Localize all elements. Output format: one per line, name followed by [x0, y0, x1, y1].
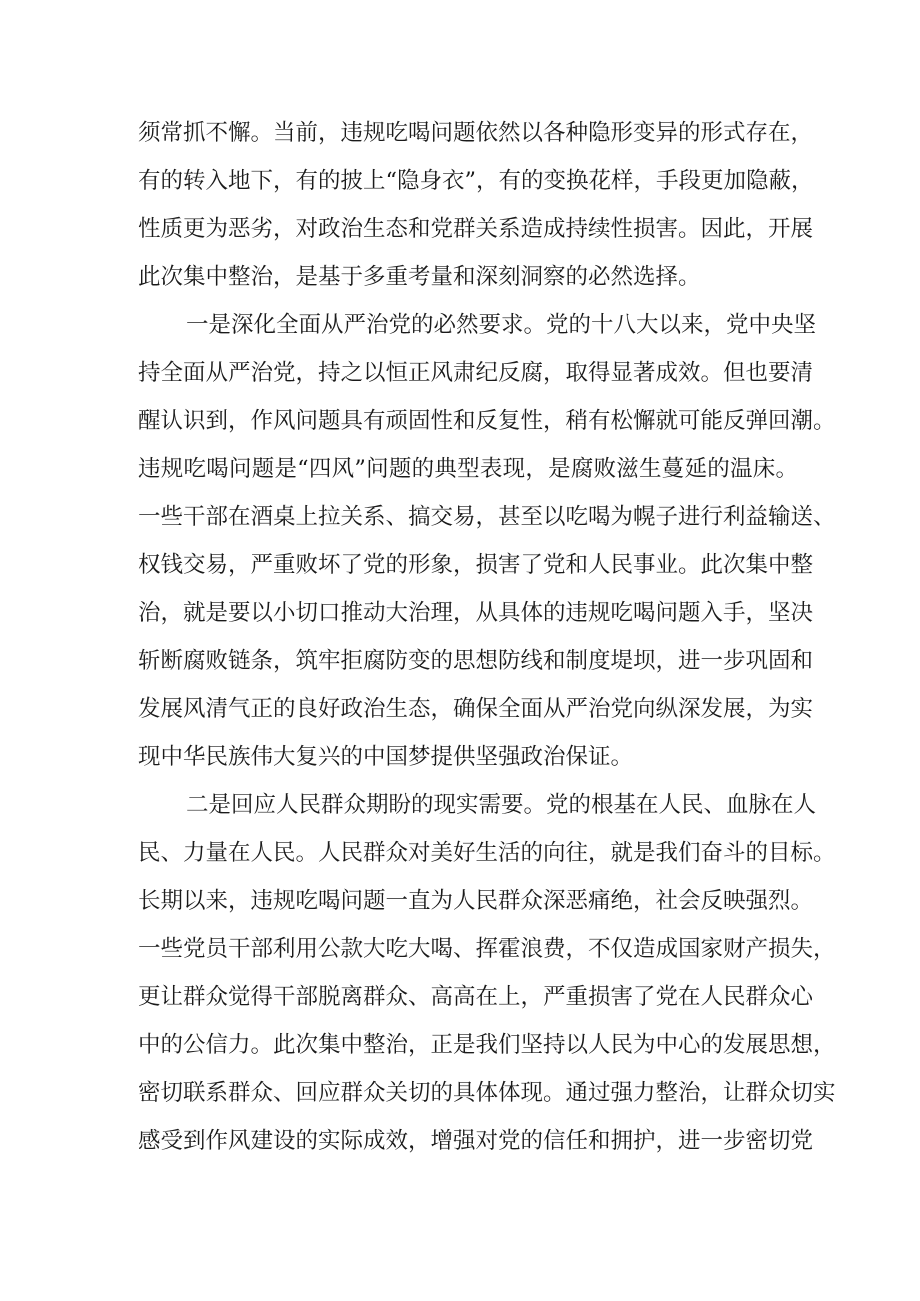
paragraph-first-line: 二是回应人民群众期盼的现实需要。党的根基在人民、血脉在人 — [186, 792, 817, 818]
text-line: 治，就是要以小切口推动大治理，从具体的违规吃喝问题入手，坚决 — [138, 600, 814, 626]
text-line: 发展风清气正的良好政治生态，确保全面从严治党向纵深发展，为实 — [138, 696, 814, 722]
text-line: 民、力量在人民。人民群众对美好生活的向往，就是我们奋斗的目标。 — [138, 840, 836, 866]
text-line: 现中华民族伟大复兴的中国梦提供坚强政治保证。 — [138, 744, 634, 770]
text-line: 一些党员干部利用公款大吃大喝、挥霍浪费，不仅造成国家财产损失， — [138, 936, 836, 962]
text-line: 醒认识到，作风问题具有顽固性和反复性，稍有松懈就可能反弹回潮。 — [138, 408, 836, 434]
text-line: 权钱交易，严重败坏了党的形象，损害了党和人民事业。此次集中整 — [138, 552, 814, 578]
text-line: 持全面从严治党，持之以恒正风肃纪反腐，取得显著成效。但也要清 — [138, 360, 814, 386]
text-line: 感受到作风建设的实际成效，增强对党的信任和拥护，进一步密切党 — [138, 1128, 814, 1154]
text-line: 违规吃喝问题是“四风”问题的典型表现，是腐败滋生蔓延的温床。 — [138, 456, 798, 482]
text-line: 斩断腐败链条，筑牢拒腐防变的思想防线和制度堤坝，进一步巩固和 — [138, 648, 814, 674]
text-line: 性质更为恶劣，对政治生态和党群关系造成持续性损害。因此，开展 — [138, 216, 814, 242]
text-line: 一些干部在酒桌上拉关系、搞交易，甚至以吃喝为幌子进行利益输送、 — [138, 504, 836, 530]
text-line: 此次集中整治，是基于多重考量和深刻洞察的必然选择。 — [138, 264, 701, 290]
text-line: 密切联系群众、回应群众关切的具体体现。通过强力整治，让群众切实 — [138, 1080, 836, 1106]
text-line: 长期以来，违规吃喝问题一直为人民群众深恶痛绝，社会反映强烈。 — [138, 888, 814, 914]
text-line: 须常抓不懈。当前，违规吃喝问题依然以各种隐形变异的形式存在， — [138, 120, 814, 146]
paragraph-first-line: 一是深化全面从严治党的必然要求。党的十八大以来，党中央坚 — [186, 312, 817, 338]
text-line: 中的公信力。此次集中整治，正是我们坚持以人民为中心的发展思想， — [138, 1032, 836, 1058]
text-line: 更让群众觉得干部脱离群众、高高在上，严重损害了党在人民群众心 — [138, 984, 814, 1010]
text-line: 有的转入地下，有的披上“隐身衣”，有的变换花样，手段更加隐蔽， — [138, 168, 814, 194]
